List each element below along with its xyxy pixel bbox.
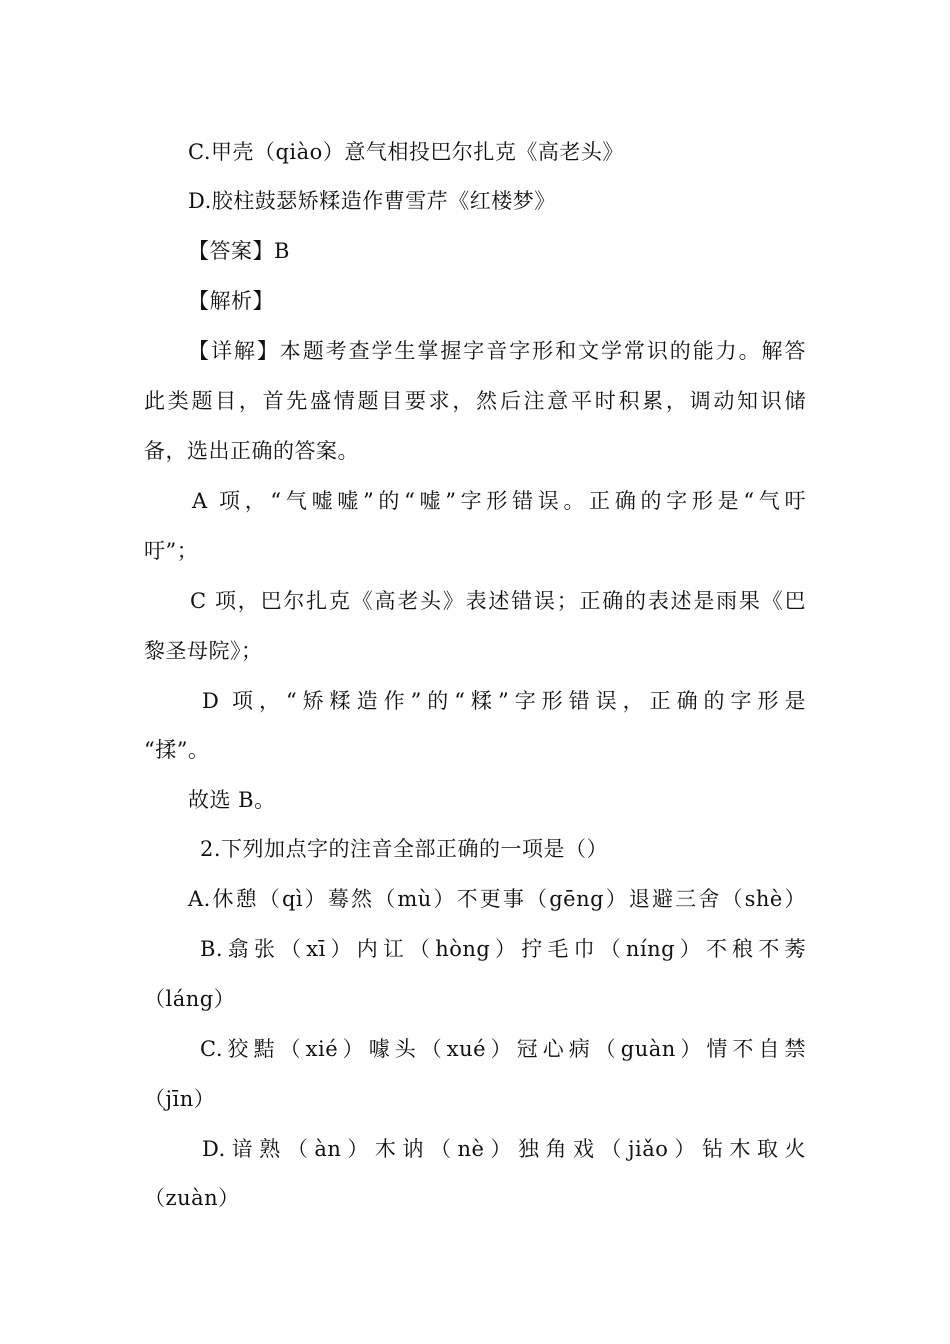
question-2-stem: 2.下列加点字的注音全部正确的一项是（） (200, 837, 609, 861)
item-a-explanation-2: 吁”； (144, 539, 199, 563)
question-2-option-d-2: （zuàn） (144, 1186, 240, 1210)
question-2-option-b-2: （láng） (144, 987, 236, 1011)
explanation-line-1: 【详解】本题考查学生掌握字音字形和文学常识的能力。解答 (188, 339, 806, 363)
answer-line: 【答案】B (188, 239, 290, 263)
item-d-explanation-1: D 项，“矫糅造作”的“糅”字形错误，正确的字形是 (202, 689, 806, 713)
analysis-heading: 【解析】 (188, 289, 274, 313)
explanation-line-3: 备，选出正确的答案。 (144, 439, 359, 463)
item-a-explanation-1: A 项，“气嘘嘘”的“嘘”字形错误。正确的字形是“气吁 (192, 489, 806, 513)
question-2-option-b-1: B.翕张（xī）内讧（hòng）拧毛巾（níng）不稂不莠 (200, 937, 806, 961)
question-2-option-d-1: D.谙熟（àn）木讷（nè）独角戏（jiǎo）钻木取火 (202, 1137, 806, 1161)
option-c-line: C.甲壳（qiào）意气相投巴尔扎克《高老头》 (188, 140, 624, 164)
item-c-explanation-2: 黎圣母院》； (144, 639, 263, 663)
option-d-line: D.胶柱鼓瑟矫糅造作曹雪芹《红楼梦》 (188, 189, 556, 213)
conclusion-line: 故选 B。 (188, 788, 276, 812)
item-d-explanation-2: “揉”。 (144, 738, 210, 762)
explanation-line-2: 此类题目，首先盛情题目要求，然后注意平时积累，调动知识储 (144, 389, 806, 413)
question-2-option-c-1: C.狡黠（xié）噱头（xué）冠心病（guàn）情不自禁 (200, 1037, 806, 1061)
item-c-explanation-1: C 项，巴尔扎克《高老头》表述错误；正确的表述是雨果《巴 (190, 589, 806, 613)
question-2-option-c-2: （jīn） (144, 1087, 216, 1111)
question-2-option-a: A.休憩（qì）蓦然（mù）不更事（gēng）退避三舍（shè） (188, 887, 806, 911)
